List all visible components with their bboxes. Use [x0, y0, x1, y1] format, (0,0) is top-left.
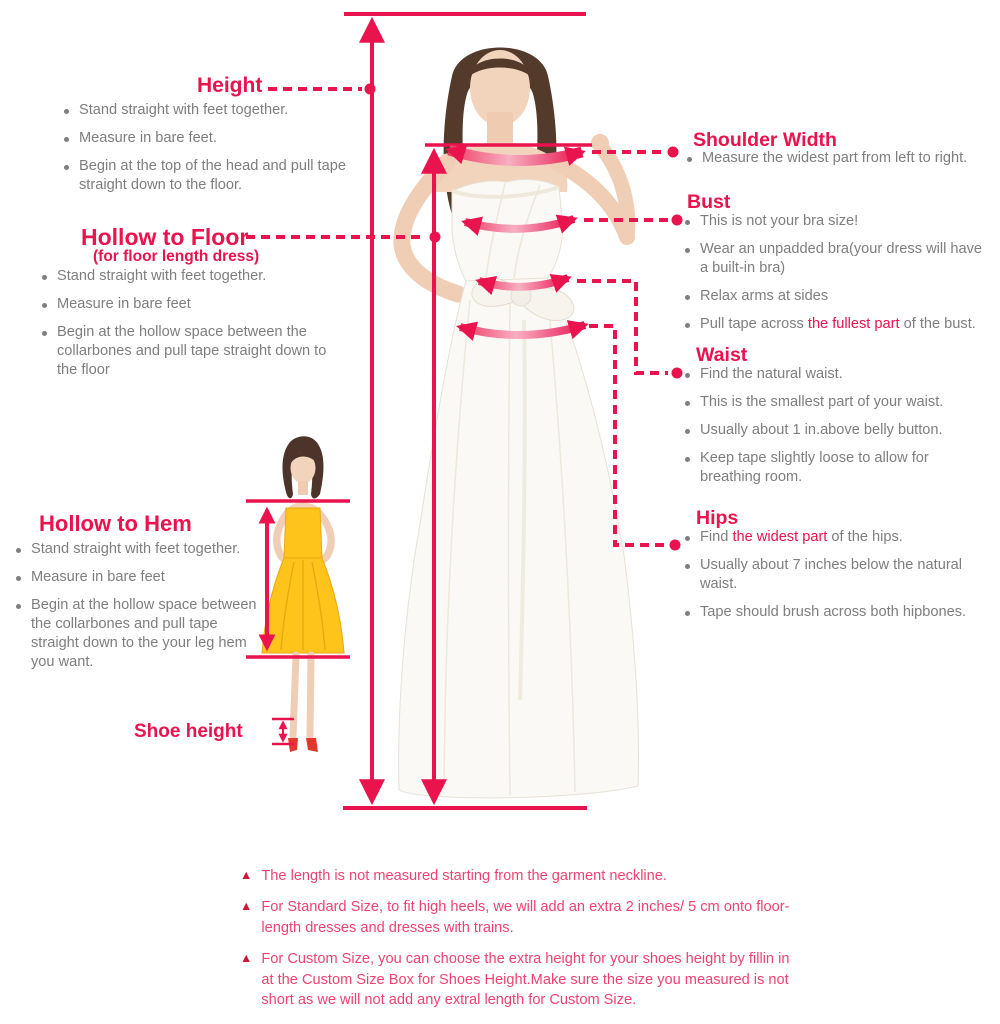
waist-bullet-2: This is the smallest part of your waist.	[683, 393, 993, 412]
hips-title: Hips	[696, 507, 739, 529]
height-connector-dot	[365, 84, 376, 95]
height-bullet-2: Measure in bare feet.	[62, 129, 350, 148]
waist-connector-dot	[672, 368, 683, 379]
bust-bullet-1: This is not your bra size!	[683, 212, 993, 231]
note-3	[240, 949, 800, 1010]
hollow-to-floor-title: Hollow to Floor	[81, 224, 249, 250]
note-1-text: The length is not measured starting from the garment neckline.	[261, 868, 667, 884]
bust-bullet-2: Wear an unpadded bra(your dress will have a built-in bra)	[683, 240, 993, 278]
note-2-text: For Standard Size, to fit high heels, we will add an extra 2 inches/ 5 cm onto floor-length dresses and dresses with trains.	[261, 899, 790, 936]
hollow-to-hem-bullets	[14, 540, 264, 681]
height-bullet-1: Stand straight with feet together.	[62, 101, 350, 120]
height-title: Height	[197, 74, 263, 97]
bust-connector-dot	[672, 215, 683, 226]
shoulder-width-bullets	[685, 149, 990, 177]
petite-right-leg	[310, 655, 311, 736]
petite-bodice	[284, 508, 322, 558]
petite-right-shoe	[306, 738, 318, 752]
bust-title: Bust	[687, 191, 731, 213]
height-bullets	[62, 101, 350, 204]
hips-bullet-1: Find the widest part of the hips.	[683, 528, 993, 547]
shoulder-connector-dot	[668, 147, 679, 158]
hollow-connector-dot	[430, 232, 441, 243]
hips-bullet-3: Tape should brush across both hipbones.	[683, 603, 993, 622]
htf-bullet-2: Measure in bare feet	[40, 295, 330, 314]
hth-bullet-2: Measure in bare feet	[14, 568, 264, 587]
petite-neck	[298, 481, 308, 495]
sw-bullet-1: Measure the widest part from left to right.	[685, 149, 990, 168]
hth-bullet-1: Stand straight with feet together.	[14, 540, 264, 559]
hollow-to-hem-title: Hollow to Hem	[39, 511, 192, 536]
hth-bullet-3: Begin at the hollow space between the collarbones and pull tape straight down to the your leg hem you want.	[14, 596, 264, 672]
htf-bullet-1: Stand straight with feet together.	[40, 267, 330, 286]
height-bullet-3: Begin at the top of the head and pull tape straight down to the floor.	[62, 157, 350, 195]
note-2	[240, 897, 800, 938]
shoe-height-label: Shoe height	[134, 721, 243, 742]
bust-highlight: the fullest part	[807, 315, 900, 332]
shoulder-width-title: Shoulder Width	[693, 129, 837, 151]
hips-bullet-2: Usually about 7 inches below the natural waist.	[683, 556, 993, 594]
bust-bullets	[683, 212, 993, 343]
warning-triangle-icon: ▲	[240, 951, 253, 966]
model-left-hand	[591, 134, 609, 152]
waist-bullet-4: Keep tape slightly loose to allow for breathing room.	[683, 449, 993, 487]
hips-connector-dot	[670, 540, 681, 551]
hips-highlight: the widest part	[732, 529, 828, 545]
petite-left-leg	[293, 655, 296, 736]
model-knee-length-dress	[262, 436, 344, 752]
hips-bullets	[683, 528, 993, 631]
model-neck	[487, 112, 513, 146]
warning-triangle-icon: ▲	[240, 899, 253, 914]
note-1	[240, 866, 800, 886]
waist-bullets	[683, 365, 993, 496]
waist-bullet-1: Find the natural waist.	[683, 365, 993, 384]
notes-block	[240, 866, 800, 1022]
htf-bullet-3: Begin at the hollow space between the collarbones and pull tape straight down to the floor	[40, 323, 330, 380]
warning-triangle-icon: ▲	[240, 868, 253, 882]
hollow-to-floor-bullets	[40, 267, 330, 389]
bust-bullet-4: Pull tape across the fullest part of the bust.	[683, 315, 993, 334]
waist-bullet-3: Usually about 1 in.above belly button.	[683, 421, 993, 440]
hollow-to-floor-subtitle: (for floor length dress)	[93, 248, 260, 265]
bust-bullet-3: Relax arms at sides	[683, 287, 993, 306]
note-3-text: For Custom Size, you can choose the extra height for your shoes height by fillin in at the Custom Size Box for Shoes Height.Make sure the size you measured is not short as we will not add any extral length for Custom Size.	[261, 951, 790, 1009]
waist-title: Waist	[696, 344, 748, 366]
